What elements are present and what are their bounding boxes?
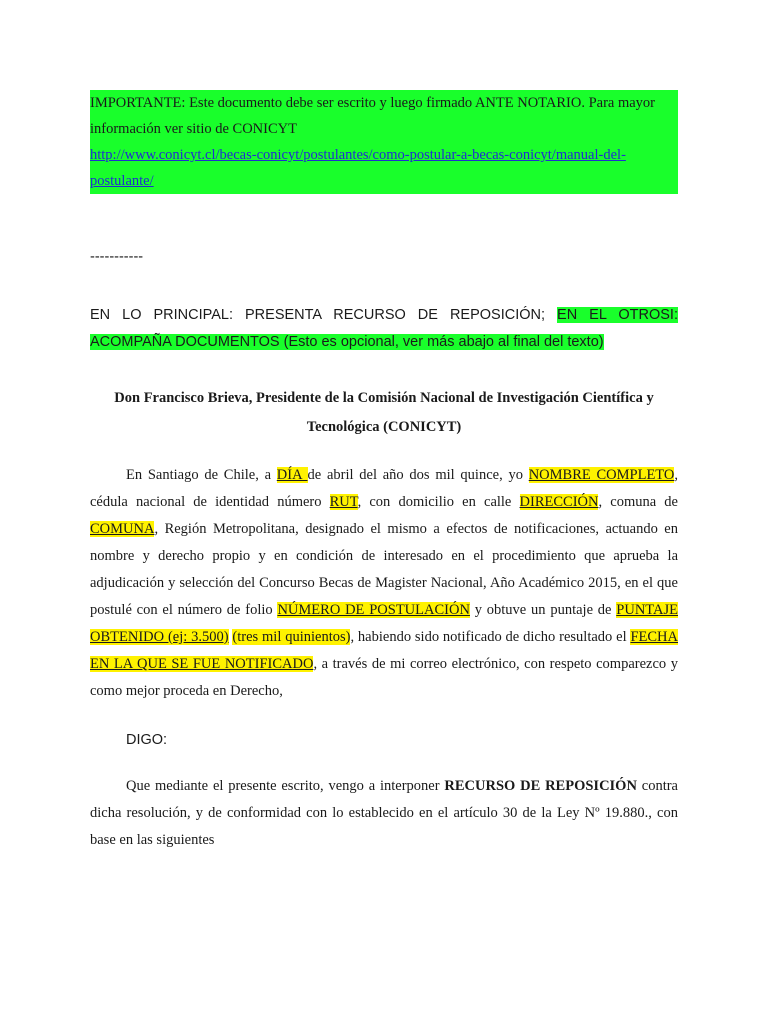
- recurso-bold: RECURSO DE REPOSICIÓN: [444, 778, 637, 794]
- field-puntaje-words: (tres mil quinientos): [232, 629, 351, 645]
- important-notice: [90, 90, 678, 194]
- field-puntaje: PUNTAJE OBTENIDO (ej: 3.500): [90, 602, 678, 645]
- field-comuna: COMUNA: [90, 521, 155, 537]
- field-numero-postulacion: NÚMERO DE POSTULACIÓN: [277, 602, 470, 618]
- separator-dashes: -----------: [90, 249, 144, 265]
- que-paragraph: Que mediante el presente escrito, vengo a interponer RECURSO DE REPOSICIÓN contra dicha resolución, y de conformidad con lo establecido en el artículo 30 de la Ley Nº 19.880., con base en las siguientes: [90, 778, 678, 848]
- field-direccion: DIRECCIÓN: [519, 494, 599, 510]
- field-rut: RUT: [329, 494, 358, 510]
- field-fecha: FECHA EN LA QUE SE FUE NOTIFICADO: [90, 629, 678, 672]
- field-nombre: NOMBRE COMPLETO: [528, 467, 675, 483]
- notice-text: IMPORTANTE: Este documento debe ser escrito y luego firmado ANTE NOTARIO. Para mayor información ver sitio de CONICYT: [90, 90, 678, 142]
- digo-heading: DIGO:: [126, 732, 168, 748]
- body-paragraph: En Santiago de Chile, a DÍA de abril del año dos mil quince, yo NOMBRE COMPLETO, cédula nacional de identidad número RUT, con domicilio en calle DIRECCIÓN, comuna de COMUNA, Región Metropolitana, designado el mismo a efectos de notificaciones, actuando en nombre y derecho propio y en condición de interesado en el procedimiento que aprueba la adjudicación y selección del Concurso Becas de Magister Nacional, Año Académico 2015, en el que postulé con el número de folio NÚMERO DE POSTULACIÓN y obtuve un puntaje de PUNTAJE OBTENIDO (ej: 3.500) (tres mil quinientos), habiendo sido notificado de dicho resultado el FECHA EN LA QUE SE FUE NOTIFICADO, a través de mi correo electrónico, con respeto comparezco y como mejor proceda en Derecho,: [90, 467, 678, 699]
- principal-prefix: EN LO PRINCIPAL: PRESENTA RECURSO DE REPOSICIÓN;: [90, 307, 558, 323]
- otrosi-highlight: EN EL OTROSI: ACOMPAÑA DOCUMENTOS (Esto es opcional, ver más abajo al final del texto): [90, 307, 678, 350]
- conicyt-link[interactable]: http://www.conicyt.cl/becas-conicyt/postulantes/como-postular-a-becas-conicyt/manual-del-postulante/: [90, 147, 626, 189]
- principal-heading: [90, 302, 678, 356]
- field-dia: DÍA: [276, 467, 308, 483]
- recipient-heading: Don Francisco Brieva, Presidente de la Comisión Nacional de Investigación Científica y Tecnológica (CONICYT): [114, 390, 654, 435]
